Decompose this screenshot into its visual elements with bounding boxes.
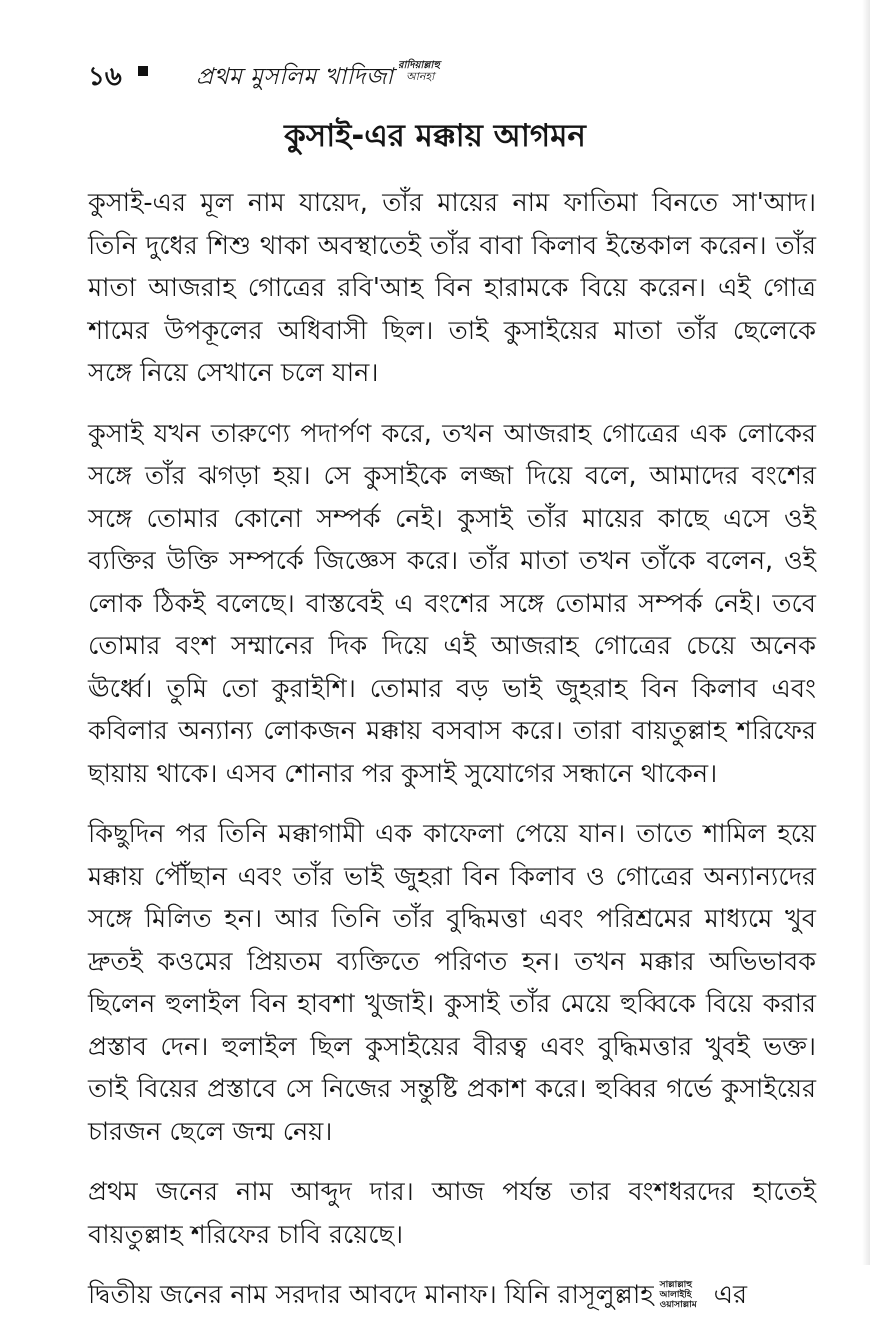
text-line: তোমার বংশ সম্মানের দিক দিয়ে এই আজরাহ গোত্রের চেয়ে অনেক — [88, 631, 816, 661]
text-line: ব্যক্তির উক্তি সম্পর্কে জিজ্ঞেস করে। তাঁর মাতা তখন তাঁকে বলেন, ওই — [88, 546, 816, 576]
paragraph-2 — [88, 413, 816, 796]
text-line: মক্কায় পৌঁছান এবং তাঁর ভাই জুহরা বিন কিলাব ও গোত্রের অন্যান্যদের — [88, 861, 816, 892]
text-line: কুসাই-এর মূল নাম যায়েদ, তাঁর মায়ের নাম ফাতিমা বিনতে সা'আদ। — [88, 188, 816, 218]
text-line: সঙ্গে নিয়ে সেখানে চলে যান। — [88, 358, 379, 388]
salutation-seal-line-1: সাল্লাল্লাহু — [659, 1280, 692, 1290]
text-line: কিছুদিন পর তিনি মক্কাগামী এক কাফেলা পেয়ে যান। তাতে শামিল হয়ে — [88, 819, 816, 849]
text-line: প্রথম জনের নাম আব্দুদ দার। আজ পর্যন্ত তার বংশধরদের হাতেই — [88, 1177, 816, 1207]
paragraph-3 — [88, 813, 816, 1153]
honorific-seal-line-2: আনহা — [406, 70, 435, 84]
chapter-heading: কুসাই-এর মক্কায় আগমন — [284, 118, 586, 154]
text-line: সঙ্গে মিলিত হন। আর তিনি তাঁর বুদ্ধিমত্তা এবং পরিশ্রমের মাধ্যমে খুব — [88, 904, 816, 934]
honorific-seal — [398, 52, 456, 92]
text-line: ছিলেন হুলাইল বিন হাবশা খুজাই। কুসাই তাঁর মেয়ে হুব্বিকে বিয়ে করার — [88, 989, 816, 1019]
text-line: ছায়ায় থাকে। এসব শোনার পর কুসাই সুযোগের সন্ধানে থাকেন। — [88, 758, 718, 789]
text-line: সঙ্গে তোমার কোনো সম্পর্ক নেই। কুসাই তাঁর মায়ের কাছে এসে ওই — [88, 503, 816, 534]
running-header — [88, 52, 788, 96]
paragraph-1 — [88, 182, 816, 395]
text-line: চারজন ছেলে জন্ম নেয়। — [88, 1116, 333, 1147]
text-line: শামের উপকূলের অধিবাসী ছিল। তাই কুসাইয়ের মাতা তাঁর ছেলেকে — [88, 315, 816, 346]
salutation-seal-line-3: ওয়াসাল্লাম — [659, 1300, 697, 1310]
text-line: লোক ঠিকই বলেছে। বাস্তবেই এ বংশের সঙ্গে তোমার সম্পর্ক নেই। তবে — [88, 588, 816, 619]
header-square-ornament — [138, 66, 148, 76]
text-line: কুসাই যখন তারুণ্যে পদার্পণ করে, তখন আজরাহ গোত্রের এক লোকের — [88, 418, 816, 449]
text-line: কবিলার অন্যান্য লোকজন মক্কায় বসবাস করে। তারা বায়তুল্লাহ শরিফের — [88, 716, 816, 746]
text-line: তাই বিয়ের প্রস্তাবে সে নিজের সন্তুষ্টি প্রকাশ করে। হুব্বির গর্ভে কুসাইয়ের — [88, 1074, 816, 1104]
page-edge-shadow — [862, 0, 870, 1265]
last-line-text: দ্বিতীয় জনের নাম সরদার আবদে মানাফ। যিনি রাসূলুল্লাহ — [88, 1280, 654, 1310]
text-line: মাতা আজরাহ গোত্রের রবি'আহ বিন হারামকে বিয়ে করেন। এই গোত্র — [88, 273, 816, 303]
paragraph-5 — [88, 1274, 816, 1317]
text-line: তিনি দুধের শিশু থাকা অবস্থাতেই তাঁর বাবা কিলাব ইন্তেকাল করেন। তাঁর — [88, 230, 816, 261]
text-line: বায়তুল্লাহ শরিফের চাবি রয়েছে। — [88, 1219, 404, 1250]
book-title: প্রথম মুসলিম খাদিজা — [196, 64, 394, 90]
body-text — [88, 182, 816, 1335]
paragraph-4 — [88, 1171, 816, 1256]
text-line: দ্রুতই কওমের প্রিয়তম ব্যক্তিতে পরিণত হন। তখন মক্কার অভিভাবক — [88, 946, 816, 977]
salutation-seal — [660, 1278, 714, 1314]
text-line: সঙ্গে তাঁর ঝগড়া হয়। সে কুসাইকে লজ্জা দিয়ে বলে, আমাদের বংশের — [88, 461, 816, 491]
text-line: প্রস্তাব দেন। হুলাইল ছিল কুসাইয়ের বীরত্ব এবং বুদ্ধিমত্তার খুবই ভক্ত। — [88, 1031, 816, 1062]
honorific-seal-line-1: রাদিয়াল্লাহু — [398, 59, 440, 71]
text-line — [88, 1274, 816, 1317]
text-line: ঊর্ধ্বে। তুমি তো কুরাইশি। তোমার বড় ভাই জুহরাহ বিন কিলাব এবং — [88, 673, 816, 704]
page-number: ১৬ — [88, 62, 122, 92]
salutation-seal-line-2: আলাইহি — [659, 1290, 692, 1300]
last-line-tail: এর — [713, 1280, 748, 1310]
